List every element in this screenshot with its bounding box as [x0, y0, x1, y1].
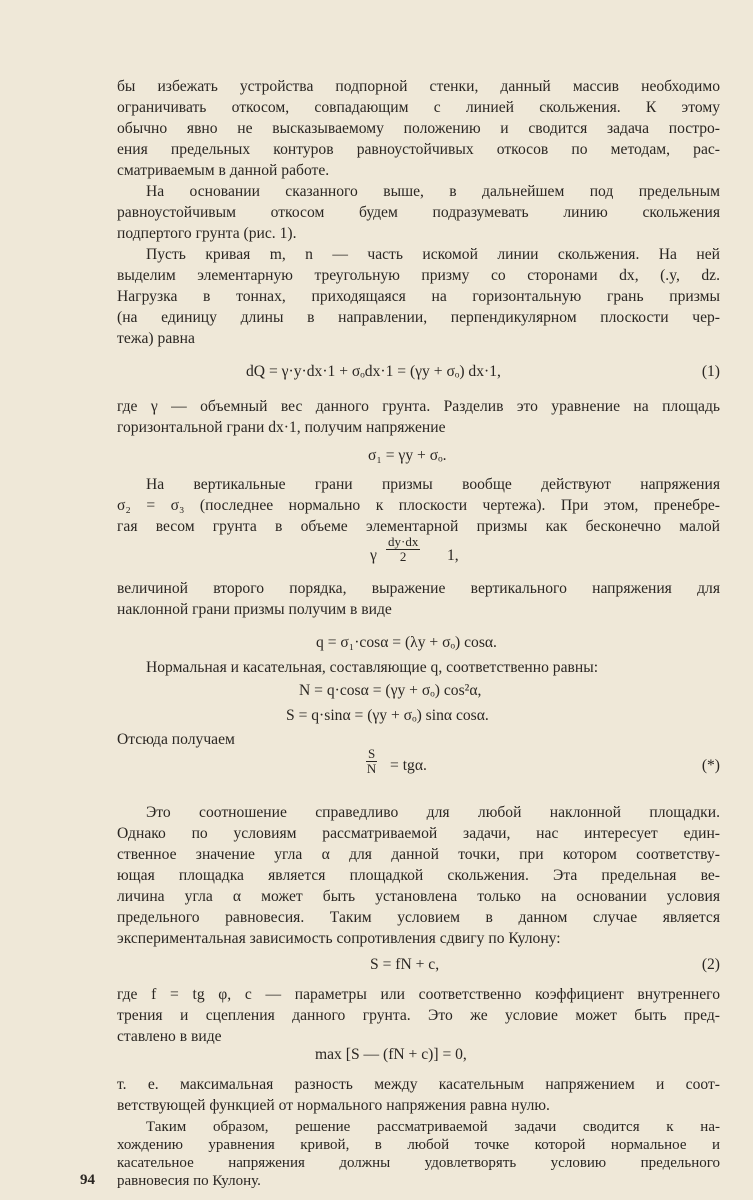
equation-max: max [S — (fN + c)] = 0,	[315, 1046, 467, 1063]
text-line: хождению уравнения кривой, в любой точке которой нормальное и	[117, 1137, 720, 1153]
equation-ratio-fraction	[366, 747, 377, 776]
fraction-numerator: S	[368, 746, 376, 761]
equation-2: S = fN + c,	[370, 956, 440, 973]
text-line: величиной второго порядка, выражение вертикального напряжения для	[117, 580, 720, 597]
text-line: наклонной грани призмы получим в виде	[117, 601, 392, 618]
equation-1-number: (1)	[701, 363, 720, 380]
equation-S: S = q·sinα = (γy + σₒ) sinα cosα.	[286, 707, 489, 724]
equation-2-number: (2)	[701, 956, 720, 973]
text-line: равновесия по Кулону.	[117, 1173, 261, 1189]
equation-N: N = q·cosα = (γy + σₒ) cos²α,	[299, 682, 482, 699]
fraction-denominator: N	[366, 761, 377, 776]
text-line: экспериментальная зависимость сопротивления сдвигу по Кулону:	[117, 930, 561, 947]
text-line: бы избежать устройства подпорной стенки, данный массив необходимо	[117, 78, 720, 95]
text-line: Отсюда получаем	[117, 731, 235, 748]
equation-sigma1: σ₁ = γy + σₒ.	[368, 447, 447, 464]
text-line: горизонтальной грани dx·1, получим напряжение	[117, 419, 446, 436]
equation-weight-gamma: γ	[370, 547, 377, 564]
fraction-denominator: 2	[399, 549, 407, 564]
text-line: где γ — объемный вес данного грунта. Разделив это уравнение на площадь	[117, 398, 720, 415]
text-line: На вертикальные грани призмы вообще действуют напряжения	[146, 476, 720, 493]
text-line: личина угла α может быть установлена только на основании условия	[117, 888, 720, 905]
text-line: (на единицу длины в направлении, перпендикулярном плоскости чер-	[117, 309, 720, 326]
text-line: т. е. максимальная разность между касательным напряжением и соот-	[117, 1076, 720, 1093]
text-line: ограничивать откосом, совпадающим с линией скольжения. К этому	[117, 99, 720, 116]
text-line: выделим элементарную треугольную призму со сторонами dx, (.y, dz.	[117, 267, 720, 284]
equation-q: q = σ₁·cosα = (λy + σₒ) cosα.	[316, 634, 497, 651]
text-line: Таким образом, решение рассматриваемой задачи сводится к на-	[146, 1119, 720, 1135]
text-line: Нагрузка в тоннах, приходящаяся на горизонтальную грань призмы	[117, 288, 720, 305]
text-line: Нормальная и касательная, составляющие q, соответственно равны:	[146, 659, 599, 676]
text-line: ственное значение угла α для данной точки, при котором соответству-	[117, 846, 720, 863]
text-line: трения и сцепления данного грунта. Это же условие может быть пред-	[117, 1007, 720, 1024]
text-line: На основании сказанного выше, в дальнейшем под предельным	[146, 183, 720, 200]
fraction-numerator: dy·dx	[388, 534, 419, 549]
text-line: где f = tg φ, c — параметры или соответственно коэффициент внутреннего	[117, 986, 720, 1003]
text-line: ющая площадка является площадкой скольжения. Эта предельная ве-	[117, 867, 720, 884]
text-line: сматриваемым в данной работе.	[117, 162, 330, 179]
equation-ratio-result: = tgα.	[390, 757, 427, 774]
text-line: ветствующей функцией от нормального напряжения равна нулю.	[117, 1097, 550, 1114]
text-line: σ₂ = σ₃ (последнее нормально к плоскости чертежа). При этом, пренебре-	[117, 497, 720, 514]
text-line: Однако по условиям рассматриваемой задачи, нас интересует един-	[117, 825, 720, 842]
text-line: касательное напряжения должны удовлетворять условию предельного	[117, 1155, 720, 1171]
text-line: ения предельных контуров равноустойчивых откосов по методам, рас-	[117, 141, 720, 158]
text-line: обычно явно не высказываемому положению и сводится задача постро-	[117, 120, 720, 137]
text-line: тежа) равна	[117, 330, 195, 347]
equation-weight-factor: 1,	[447, 547, 459, 564]
text-line: гая весом грунта в объеме элементарной призмы как бесконечно малой	[117, 518, 720, 535]
text-line: Пусть кривая m, n — часть искомой линии скольжения. На ней	[146, 246, 720, 263]
equation-ratio-number: (*)	[701, 757, 720, 774]
text-line: подпертого грунта (рис. 1).	[117, 225, 297, 242]
text-line: равноустойчивым откосом будем подразумевать линию скольжения	[117, 204, 720, 221]
page-number: 94	[80, 1172, 95, 1188]
equation-1: dQ = γ·y·dx·1 + σₒdx·1 = (γy + σₒ) dx·1,	[246, 363, 501, 380]
text-line: предельного равновесия. Таким условием в данном случае является	[117, 909, 720, 926]
text-line: ставлено в виде	[117, 1028, 222, 1045]
equation-weight-fraction	[386, 535, 420, 564]
text-line: Это соотношение справедливо для любой наклонной площадки.	[146, 804, 720, 821]
